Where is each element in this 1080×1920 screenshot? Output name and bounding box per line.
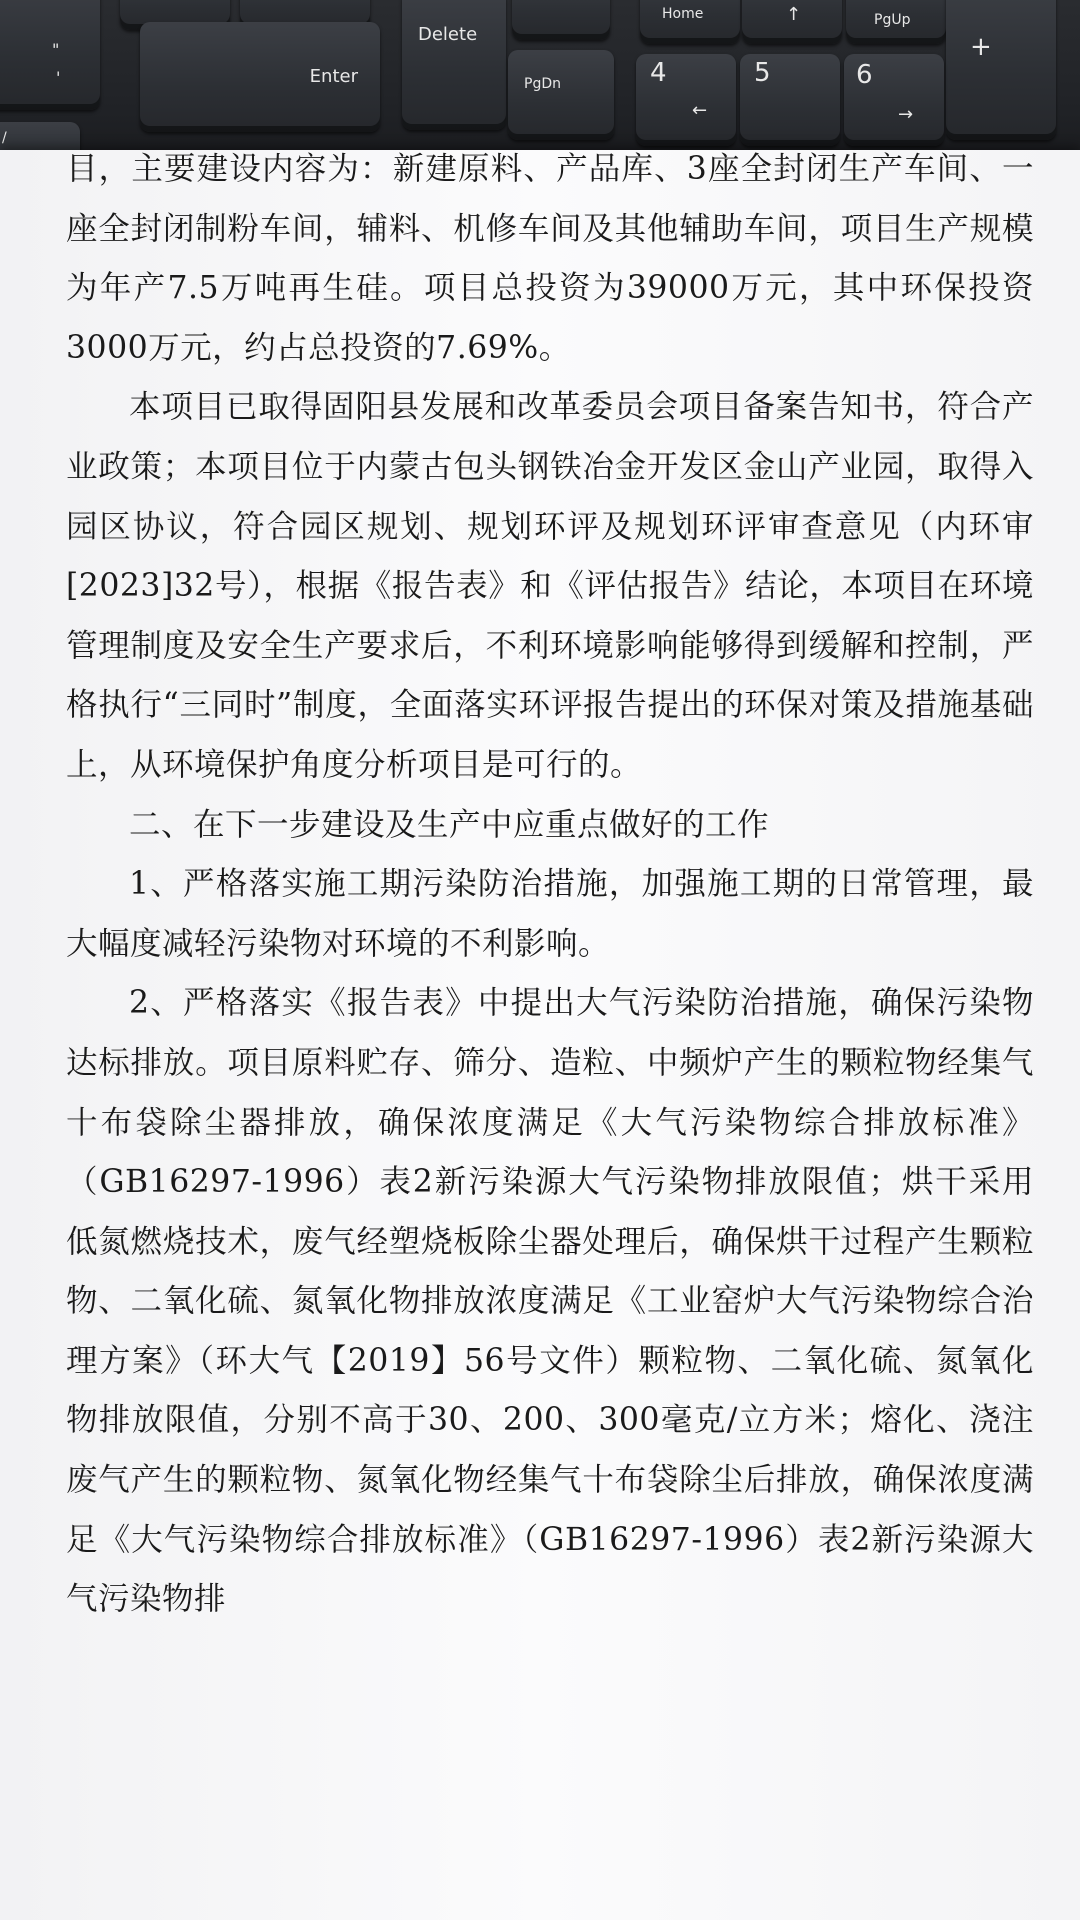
key-quote (0, 0, 100, 110)
document-body (66, 140, 1034, 1630)
key-num6 (844, 54, 944, 146)
key-left-arrow-label: ← (692, 100, 708, 121)
key-pgdn-top (512, 0, 610, 40)
key-plus (946, 0, 1056, 140)
key-quote-bottom-label: ' (56, 68, 61, 87)
paragraph-item-2: 2、严格落实《报告表》中提出大气污染防治措施，确保污染物达标排放。项目原料贮存、筛分、造粒、中频炉产生的颗粒物经集气十布袋除尘器排放，确保浓度满足《大气污染物综合排放标准》（GB16297-1996）表2新污染源大气污染物排放限值；烘干采用低氮燃烧技术，废气经塑烧板除尘器处理后，确保烘干过程产生颗粒物、二氧化硫、氮氧化物排放浓度满足《工业窑炉大气污染物综合治理方案》（环大气【2019】56号文件）颗粒物、二氧化硫、氮氧化物排放限值，分别不高于30、200、300毫克/立方米；熔化、浇注废气产生的颗粒物、氮氧化物经集气十布袋除尘后排放，确保浓度满足《大气污染物综合排放标准》（GB16297-1996）表2新污染源大气污染物排 (66, 985, 1034, 1618)
key-pgup (846, 0, 946, 44)
key-pgup-label: PgUp (874, 12, 911, 28)
key-num4 (636, 54, 736, 146)
key-plus-label: + (970, 32, 992, 62)
key-pgdn-label: PgDn (524, 76, 561, 92)
key-enter-label: Enter (309, 66, 358, 87)
key-num6-label: 6 (856, 60, 873, 90)
key-home (640, 0, 740, 44)
key-up-arrow-label: ↑ (786, 4, 802, 25)
key-pgdn (508, 50, 614, 140)
paragraph-project-content: 目，主要建设内容为：新建原料、产品库、3座全封闭生产车间、一座全封闭制粉车间，辅料、机修车间及其他辅助车间，项目生产规模为年产7.5万吨再生硅。项目总投资为39000万元，其中环保投资3000万元，约占总投资的7.69%。 (66, 151, 1034, 366)
key-delete-label: Delete (418, 24, 478, 45)
section-heading-key-work: 二、在下一步建设及生产中应重点做好的工作 (129, 806, 770, 843)
key-up-arrow (742, 0, 842, 44)
paragraph-item-1: 1、严格落实施工期污染防治措施，加强施工期的日常管理，最大幅度减轻污染物对环境的不利影响。 (66, 866, 1034, 962)
key-num5 (740, 54, 840, 146)
key-home-label: Home (662, 6, 704, 22)
key-delete (402, 0, 506, 130)
paragraph-project-compliance: 本项目已取得固阳县发展和改革委员会项目备案告知书，符合产业政策；本项目位于内蒙古包头钢铁冶金开发区金山产业园，取得入园区协议，符合园区规划、规划环评及规划环评审查意见（内环审[2023]32号），根据《报告表》和《评估报告》结论，本项目在环境管理制度及安全生产要求后，不利环境影响能够得到缓解和控制，严格执行“三同时”制度，全面落实环评报告提出的环保对策及措施基础上，从环境保护角度分析项目是可行的。 (66, 389, 1034, 783)
key-right-arrow-label: → (898, 104, 914, 125)
key-quote-top-label: " (52, 40, 60, 59)
key-num5-label: 5 (754, 58, 771, 88)
keyboard (0, 0, 1080, 160)
key-enter (140, 22, 380, 132)
key-num4-label: 4 (650, 58, 667, 88)
key-slash-label: / (2, 130, 7, 146)
